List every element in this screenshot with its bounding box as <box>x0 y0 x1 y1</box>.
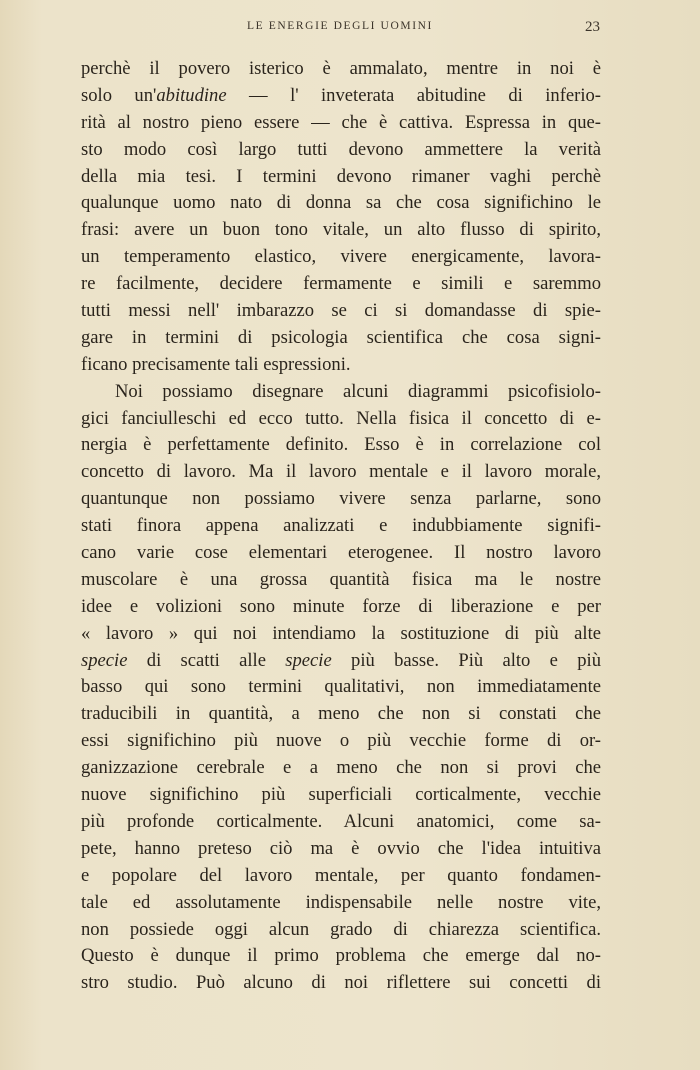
text-line: cano varie cose elementari eterogenee. Il nostro lavoro <box>81 542 601 564</box>
text-run: — l' inveterata abitudine di inferio- <box>226 84 602 106</box>
text-line: muscolare è una grossa quantità fisica ma le nostre <box>81 568 601 590</box>
text-line: traducibili in quantità, a meno che non si constati che <box>81 703 601 725</box>
running-title: LE ENERGIE DEGLI UOMINI <box>247 20 433 32</box>
page-number: 23 <box>585 19 600 35</box>
italic-word: specie <box>81 649 128 671</box>
text-run: di scatti alle <box>127 649 286 671</box>
text-line: pete, hanno preteso ciò ma è ovvio che l'idea intuitiva <box>81 837 601 859</box>
text-line <box>81 648 601 675</box>
text-line: concetto di lavoro. Ma il lavoro mentale e il lavoro morale, <box>81 461 601 483</box>
text-line: nergia è perfettamente definito. Esso è in correlazione col <box>81 434 601 456</box>
text-line: sto modo così largo tutti devono ammettere la verità <box>81 138 601 160</box>
text-line <box>81 83 601 110</box>
italic-word: specie <box>285 649 332 671</box>
text-line: re facilmente, decidere fermamente e simili e saremmo <box>81 273 601 295</box>
text-line: idee e volizioni sono minute forze di liberazione e per <box>81 595 601 617</box>
text-line: tale ed assolutamente indispensabile nelle nostre vite, <box>81 891 601 913</box>
text-line: non possiede oggi alcun grado di chiarezza scientifica. <box>81 918 601 940</box>
text-run: solo un' <box>81 84 157 106</box>
text-line: nuove significhino più superficiali corticalmente, vecchie <box>81 784 601 806</box>
text-line: ficano precisamente tali espressioni. <box>81 353 351 375</box>
text-line: quantunque non possiamo vivere senza parlarne, sono <box>81 488 601 510</box>
text-line: basso qui sono termini qualitativi, non immediatamente <box>81 676 601 698</box>
text-line: della mia tesi. I termini devono rimaner vaghi perchè <box>81 165 601 187</box>
text-line: gare in termini di psicologia scientifica che cosa signi- <box>81 326 601 348</box>
page-header <box>80 20 600 40</box>
text-line: tutti messi nell' imbarazzo se ci si domandasse di spie- <box>81 300 601 322</box>
text-line: gici fanciulleschi ed ecco tutto. Nella fisica il concetto di e- <box>81 407 601 429</box>
text-line: e popolare del lavoro mentale, per quanto fondamen- <box>81 864 601 886</box>
text-line: rità al nostro pieno essere — che è cattiva. Espressa in que- <box>81 111 601 133</box>
text-line: ganizzazione cerebrale e a meno che non si provi che <box>81 757 601 779</box>
text-run: più basse. Più alto e più <box>331 649 601 671</box>
text-line: stro studio. Può alcuno di noi riflettere sui concetti di <box>81 972 601 994</box>
text-line: un temperamento elastico, vivere energicamente, lavora- <box>81 246 601 268</box>
text-line: essi significhino più nuove o più vecchie forme di or- <box>81 730 601 752</box>
text-line: perchè il povero isterico è ammalato, mentre in noi è <box>81 58 601 79</box>
text-line: stati finora appena analizzati e indubbiamente signifi- <box>81 515 601 537</box>
text-line: Questo è dunque il primo problema che emerge dal no- <box>81 945 601 967</box>
text-line: « lavoro » qui noi intendiamo la sostituzione di più alte <box>81 622 601 644</box>
text-line: qualunque uomo nato di donna sa che cosa significhino le <box>81 192 601 214</box>
text-line: più profonde corticalmente. Alcuni anatomici, come sa- <box>81 810 601 832</box>
body-text <box>81 56 601 997</box>
italic-word: abitudine <box>156 84 227 106</box>
text-line: Noi possiamo disegnare alcuni diagrammi psicofisiolo- <box>115 380 601 402</box>
text-line: frasi: avere un buon tono vitale, un alto flusso di spirito, <box>81 219 601 241</box>
